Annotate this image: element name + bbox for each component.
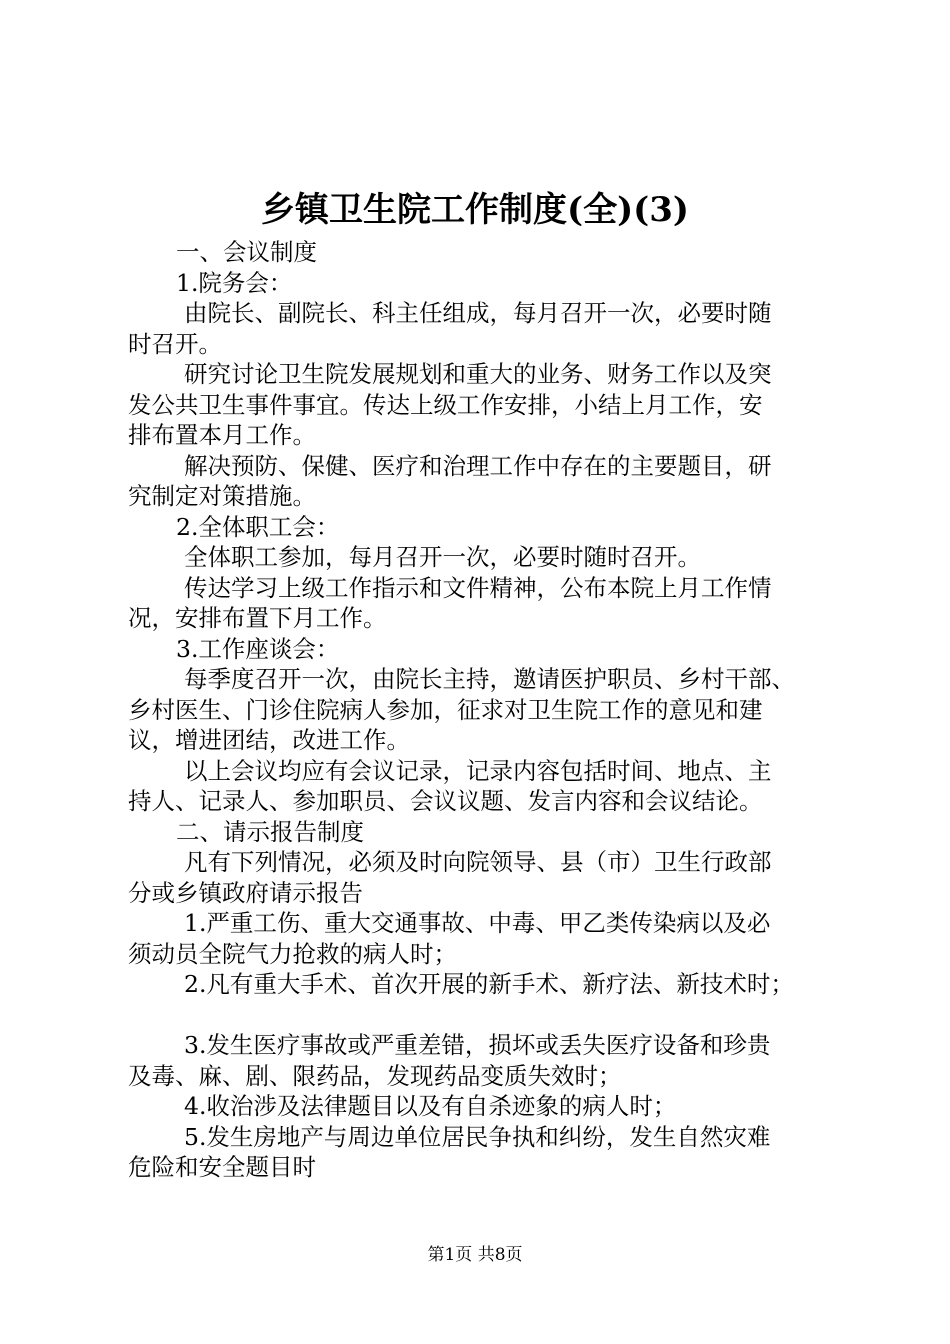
paragraph-line: 由院长、副院长、科主任组成，每月召开一次，必要时随 xyxy=(184,299,772,327)
document-body xyxy=(128,237,838,1183)
document-title: 乡镇卫生院工作制度(全)(3) xyxy=(260,190,689,230)
paragraph-line: 每季度召开一次，由院长主持，邀请医护职员、乡村干部、 xyxy=(184,665,795,693)
paragraph-line: 究制定对策措施。 xyxy=(128,482,316,510)
paragraph-line: 况，安排布置下月工作。 xyxy=(128,604,387,632)
paragraph-line: 凡有下列情况，必须及时向院领导、县（市）卫生行政部 xyxy=(184,848,772,876)
paragraph-line: 以上会议均应有会议记录，记录内容包括时间、地点、主 xyxy=(184,756,772,785)
paragraph-line: 4.收治涉及法律题目以及有自杀迹象的病人时； xyxy=(184,1092,677,1120)
paragraph-line: 时召开。 xyxy=(128,329,222,358)
paragraph-line: 排布置本月工作。 xyxy=(128,421,316,449)
paragraph-line: 1.严重工伤、重大交通事故、中毒、甲乙类传染病以及必 xyxy=(184,909,771,937)
paragraph-line: 3.工作座谈会： xyxy=(176,634,340,663)
paragraph-line: 发公共卫生事件事宜。传达上级工作安排，小结上月工作，安 xyxy=(128,390,763,419)
paragraph-line: 2.全体职工会： xyxy=(176,512,340,541)
paragraph-line: 危险和安全题目时 xyxy=(128,1153,316,1181)
paragraph-line: 1.院务会： xyxy=(176,268,293,297)
blank-line xyxy=(128,1000,838,1031)
paragraph-line: 议，增进团结，改进工作。 xyxy=(128,726,410,754)
paragraph-line: 3.发生医疗事故或严重差错，损坏或丢失医疗设备和珍贵 xyxy=(184,1031,771,1059)
paragraph-line: 须动员全院气力抢救的病人时； xyxy=(128,939,457,968)
paragraph-line: 持人、记录人、参加职员、会议议题、发言内容和会议结论。 xyxy=(128,787,763,815)
paragraph-line: 研究讨论卫生院发展规划和重大的业务、财务工作以及突 xyxy=(184,360,772,388)
page-footer: 第1页 共8页 xyxy=(427,1245,523,1265)
paragraph-line: 二、请示报告制度 xyxy=(176,817,364,846)
paragraph-line: 分或乡镇政府请示报告 xyxy=(128,878,363,907)
paragraph-line: 乡村医生、门诊住院病人参加，征求对卫生院工作的意见和建 xyxy=(128,695,763,724)
paragraph-line: 5.发生房地产与周边单位居民争执和纠纷，发生自然灾难 xyxy=(184,1122,771,1151)
paragraph-line: 传达学习上级工作指示和文件精神，公布本院上月工作情 xyxy=(184,573,772,602)
paragraph-line: 解决预防、保健、医疗和治理工作中存在的主要题目，研 xyxy=(184,451,772,480)
paragraph-line: 2.凡有重大手术、首次开展的新手术、新疗法、新技术时； xyxy=(184,970,794,998)
paragraph-line: 一、会议制度 xyxy=(176,238,317,266)
paragraph-line: 全体职工参加，每月召开一次，必要时随时召开。 xyxy=(184,543,701,571)
paragraph-line: 及毒、麻、剧、限药品，发现药品变质失效时； xyxy=(128,1061,622,1090)
